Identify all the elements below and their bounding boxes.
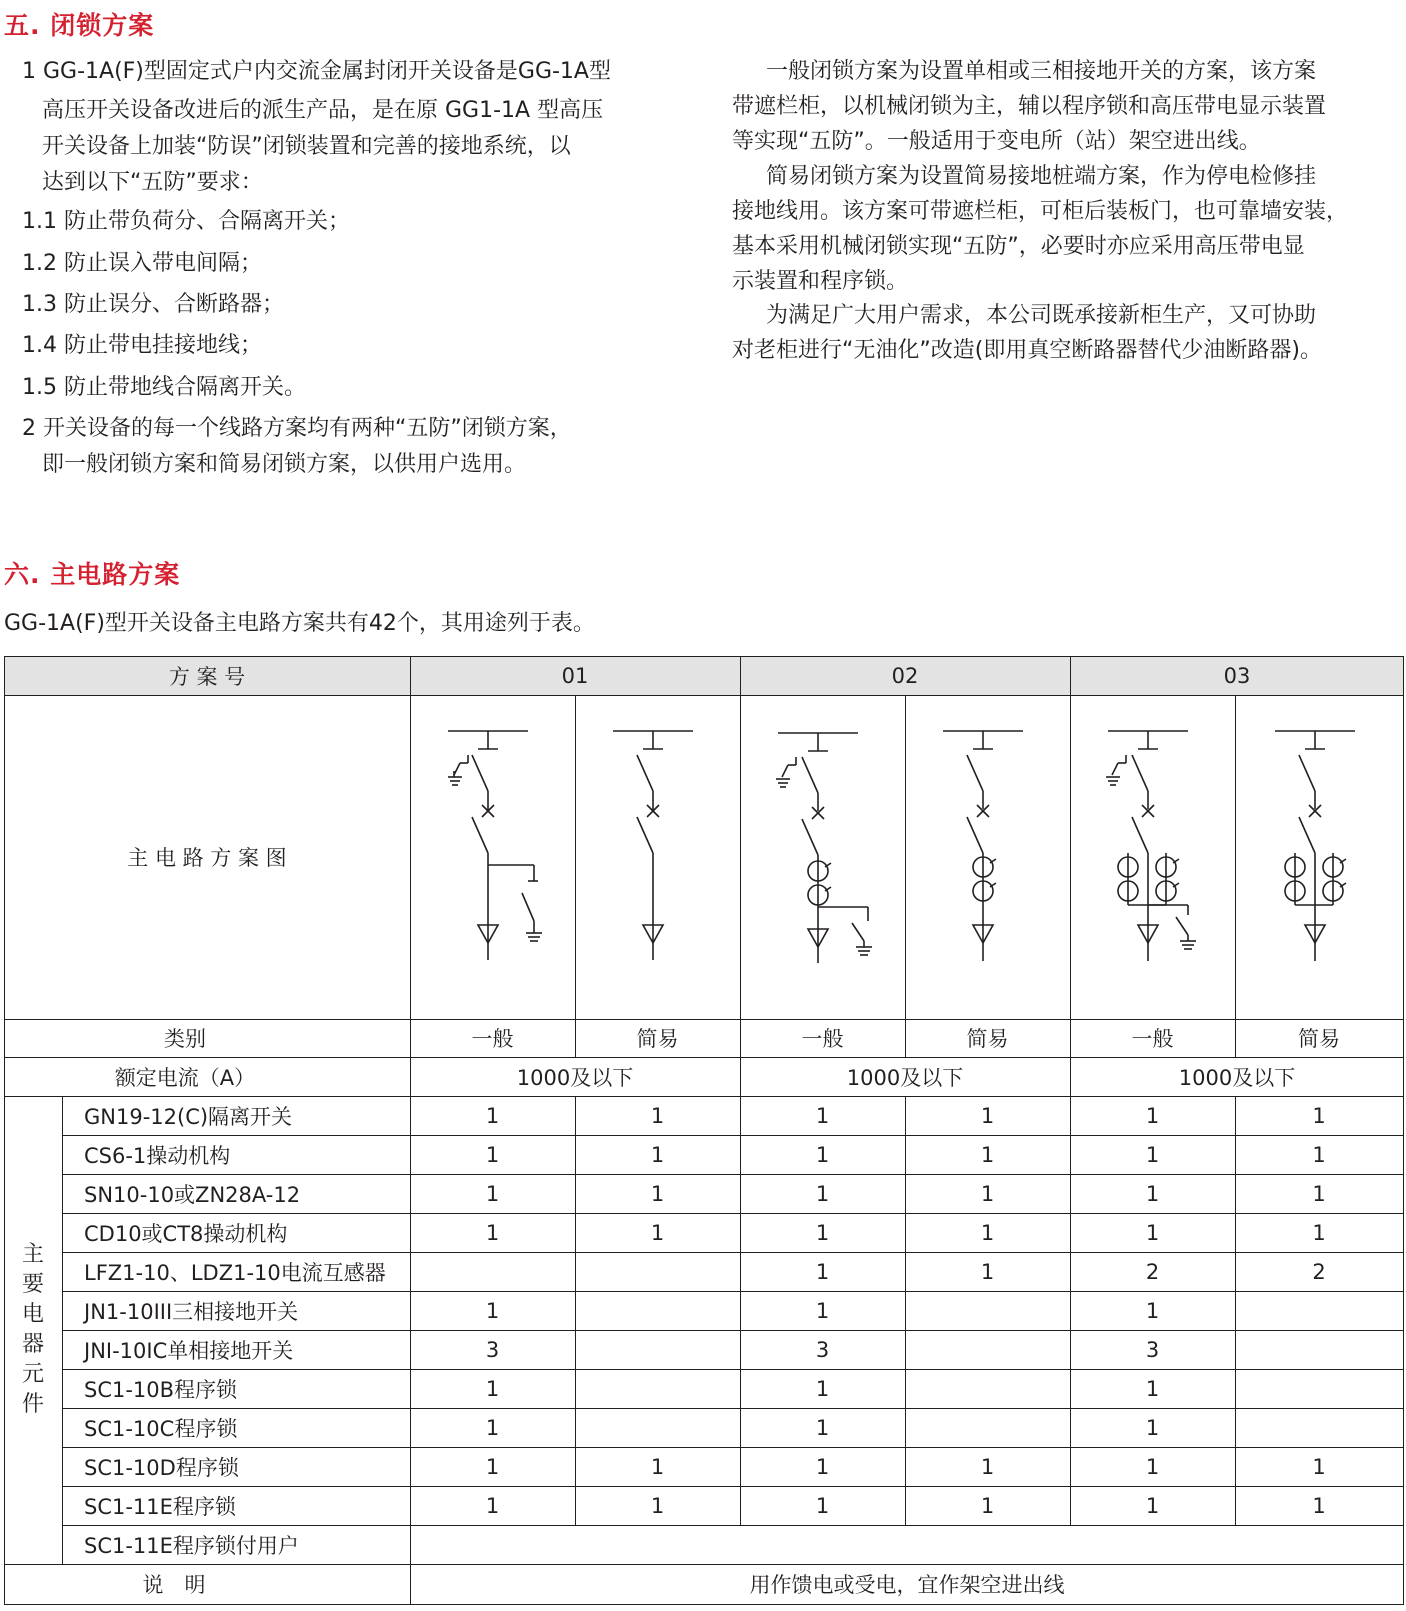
component-qty: 1 <box>485 1103 500 1128</box>
component-name: LFZ1-10、LDZ1-10电流互感器 <box>84 1260 386 1285</box>
component-qty: 1 <box>815 1415 830 1440</box>
component-qty <box>1235 1525 1403 1564</box>
component-qty: 1 <box>815 1181 830 1206</box>
component-qty <box>905 1408 1070 1447</box>
component-qty: 1 <box>1145 1220 1160 1245</box>
category-row-label: 类别 <box>164 1027 206 1051</box>
left-line-7: 1.3 防止误分、合断路器； <box>22 292 284 317</box>
section5-heading: 五. 闭锁方案 <box>4 11 155 40</box>
circuit-diagram-02-general <box>740 695 905 1019</box>
component-name: JN1-10III三相接地开关 <box>84 1299 299 1324</box>
right-line-2: 带遮栏柜，以机械闭锁为主，辅以程序锁和高压带电显示装置 <box>732 94 1327 119</box>
group-label-char: 电 <box>21 1302 44 1327</box>
component-qty: 1 <box>1145 1415 1160 1440</box>
component-qty: 3 <box>815 1337 830 1362</box>
component-qty: 1 <box>485 1454 500 1479</box>
left-line-2: 高压开关设备改进后的派生产品，是在原 GG1-1A 型高压 <box>42 98 604 123</box>
component-qty: 1 <box>1145 1142 1160 1167</box>
component-qty <box>905 1369 1070 1408</box>
section5-number: 五 <box>4 11 31 40</box>
group-label-char: 件 <box>21 1392 44 1417</box>
component-qty <box>905 1525 1070 1564</box>
component-name: SN10-10或ZN28A-12 <box>84 1182 301 1207</box>
component-qty <box>575 1291 740 1330</box>
component-qty: 1 <box>485 1298 500 1323</box>
header-scheme-02: 02 <box>891 663 919 688</box>
component-qty: 2 <box>1145 1259 1160 1284</box>
left-line-5: 1.1 防止带负荷分、合隔离开关； <box>22 209 350 234</box>
left-line-10: 2 开关设备的每一个线路方案均有两种“五防”闭锁方案， <box>22 416 572 441</box>
component-qty <box>1235 1330 1403 1369</box>
component-qty: 1 <box>485 1142 500 1167</box>
component-name: CD10或CT8操动机构 <box>84 1221 288 1246</box>
component-qty: 1 <box>815 1454 830 1479</box>
right-line-3: 等实现“五防”。一般适用于变电所（站）架空进出线。 <box>732 129 1261 154</box>
component-qty <box>1235 1369 1403 1408</box>
component-qty: 1 <box>650 1220 665 1245</box>
component-qty <box>575 1252 740 1291</box>
component-qty: 1 <box>650 1454 665 1479</box>
component-qty <box>905 1291 1070 1330</box>
component-qty: 3 <box>485 1337 500 1362</box>
left-line-1: 1 GG-1A(F)型固定式户内交流金属封闭开关设备是GG-1A型 <box>22 59 611 84</box>
component-qty <box>410 1252 575 1291</box>
component-qty: 1 <box>1312 1181 1326 1206</box>
component-qty: 1 <box>815 1298 830 1323</box>
component-qty <box>905 1330 1070 1369</box>
header-scheme-03: 03 <box>1223 663 1251 688</box>
component-qty: 1 <box>980 1259 995 1284</box>
component-qty: 1 <box>815 1103 830 1128</box>
component-qty: 1 <box>815 1376 830 1401</box>
component-qty: 1 <box>1145 1298 1160 1323</box>
component-qty: 1 <box>980 1142 995 1167</box>
component-qty <box>1070 1525 1235 1564</box>
component-qty: 1 <box>980 1220 995 1245</box>
left-line-6: 1.2 防止误入带电间隔； <box>22 251 262 276</box>
component-qty: 1 <box>1145 1376 1160 1401</box>
right-line-4: 简易闭锁方案为设置简易接地桩端方案，作为停电检修挂 <box>766 164 1317 189</box>
category-01-general: 一般 <box>471 1027 514 1051</box>
component-qty: 1 <box>815 1142 830 1167</box>
right-line-7: 示装置和程序锁。 <box>732 269 909 294</box>
component-qty: 2 <box>1312 1259 1326 1284</box>
section6-number: 六 <box>4 560 31 589</box>
left-line-3: 开关设备上加装“防误”闭锁装置和完善的接地系统，以 <box>42 134 571 159</box>
left-line-8: 1.4 防止带电挂接地线； <box>22 333 262 358</box>
right-line-8: 为满足广大用户需求，本公司既承接新柜生产，又可协助 <box>766 303 1317 328</box>
component-name: SC1-10B程序锁 <box>84 1377 238 1402</box>
component-qty <box>1235 1291 1403 1330</box>
current-01: 1000及以下 <box>516 1065 634 1090</box>
component-qty: 1 <box>485 1415 500 1440</box>
circuit-diagram-03-general <box>1070 695 1235 1019</box>
component-qty: 1 <box>980 1181 995 1206</box>
circuit-diagram-03-simple <box>1235 695 1403 1019</box>
left-line-4: 达到以下“五防”要求： <box>42 170 263 195</box>
component-qty: 1 <box>485 1376 500 1401</box>
component-qty <box>1235 1408 1403 1447</box>
component-qty: 1 <box>1312 1454 1326 1479</box>
component-name: JNI-10IC单相接地开关 <box>84 1338 294 1363</box>
component-qty: 1 <box>980 1493 995 1518</box>
right-line-1: 一般闭锁方案为设置单相或三相接地开关的方案，该方案 <box>766 59 1317 84</box>
component-qty: 1 <box>1145 1103 1160 1128</box>
current-02: 1000及以下 <box>846 1065 964 1090</box>
current-row-label: 额定电流（A） <box>114 1065 256 1090</box>
component-qty: 1 <box>815 1493 830 1518</box>
component-qty <box>575 1408 740 1447</box>
component-qty: 1 <box>1145 1454 1160 1479</box>
component-qty: 1 <box>1312 1103 1326 1128</box>
category-03-general: 一般 <box>1131 1027 1174 1051</box>
section6-heading: 六. 主电路方案 <box>4 560 181 589</box>
circuit-diagram-02-simple <box>905 695 1070 1019</box>
group-label-char: 器 <box>21 1332 44 1357</box>
header-scheme-label: 方 案 号 <box>168 664 246 689</box>
component-name: SC1-10D程序锁 <box>84 1455 239 1480</box>
component-qty: 1 <box>1145 1181 1160 1206</box>
left-line-9: 1.5 防止带地线合隔离开关。 <box>22 375 306 400</box>
category-02-simple: 简易 <box>966 1027 1009 1051</box>
right-line-5: 接地线用。该方案可带遮栏柜，可柜后装板门，也可靠墙安装， <box>732 199 1349 224</box>
note-text: 用作馈电或受电，宜作架空进出线 <box>749 1573 1065 1597</box>
component-qty: 1 <box>1312 1142 1326 1167</box>
current-03: 1000及以下 <box>1178 1065 1296 1090</box>
circuit-diagram-01-simple <box>575 695 740 1019</box>
component-qty: 1 <box>650 1181 665 1206</box>
component-qty <box>575 1330 740 1369</box>
component-name: SC1-10C程序锁 <box>84 1416 238 1441</box>
components-group-label <box>4 1096 62 1564</box>
left-line-11: 即一般闭锁方案和简易闭锁方案，以供用户选用。 <box>42 452 527 477</box>
component-qty <box>575 1525 740 1564</box>
component-qty: 1 <box>485 1181 500 1206</box>
group-label-char: 要 <box>21 1272 44 1297</box>
section5-title: 闭锁方案 <box>50 11 155 40</box>
component-qty: 1 <box>1312 1220 1326 1245</box>
component-qty: 1 <box>980 1103 995 1128</box>
right-line-9: 对老柜进行“无油化”改造(即用真空断路器替代少油断路器)。 <box>732 338 1322 363</box>
right-line-6: 基本采用机械闭锁实现“五防”，必要时亦应采用高压带电显 <box>732 234 1305 259</box>
category-01-simple: 简易 <box>636 1027 679 1051</box>
group-label-char: 元 <box>21 1362 44 1387</box>
component-qty: 1 <box>815 1220 830 1245</box>
component-qty <box>410 1525 575 1564</box>
component-name: SC1-11E程序锁 <box>84 1494 236 1519</box>
component-qty: 1 <box>650 1142 665 1167</box>
component-qty: 1 <box>1312 1493 1326 1518</box>
component-qty <box>740 1525 905 1564</box>
main-circuit-table <box>4 656 1404 1606</box>
diagram-row-label: 主 电 路 方 案 图 <box>127 846 287 870</box>
group-label-char: 主 <box>21 1242 44 1267</box>
component-qty: 1 <box>650 1493 665 1518</box>
component-qty: 1 <box>650 1103 665 1128</box>
note-row-label: 说 明 <box>142 1573 206 1597</box>
section6-intro: GG-1A(F)型开关设备主电路方案共有42个，其用途列于表。 <box>4 611 595 636</box>
section6-title: 主电路方案 <box>50 560 181 589</box>
component-qty: 1 <box>485 1493 500 1518</box>
circuit-diagram-01-general <box>410 695 575 1019</box>
component-qty: 3 <box>1145 1337 1160 1362</box>
component-qty: 1 <box>1145 1493 1160 1518</box>
category-03-simple: 简易 <box>1298 1027 1340 1051</box>
component-name: GN19-12(C)隔离开关 <box>84 1104 293 1129</box>
header-scheme-01: 01 <box>561 663 589 688</box>
component-name: SC1-11E程序锁付用户 <box>84 1533 299 1558</box>
component-qty: 1 <box>980 1454 995 1479</box>
component-name: CS6-1操动机构 <box>84 1143 231 1168</box>
category-02-general: 一般 <box>801 1027 844 1051</box>
component-qty: 1 <box>815 1259 830 1284</box>
component-qty <box>575 1369 740 1408</box>
component-qty: 1 <box>485 1220 500 1245</box>
